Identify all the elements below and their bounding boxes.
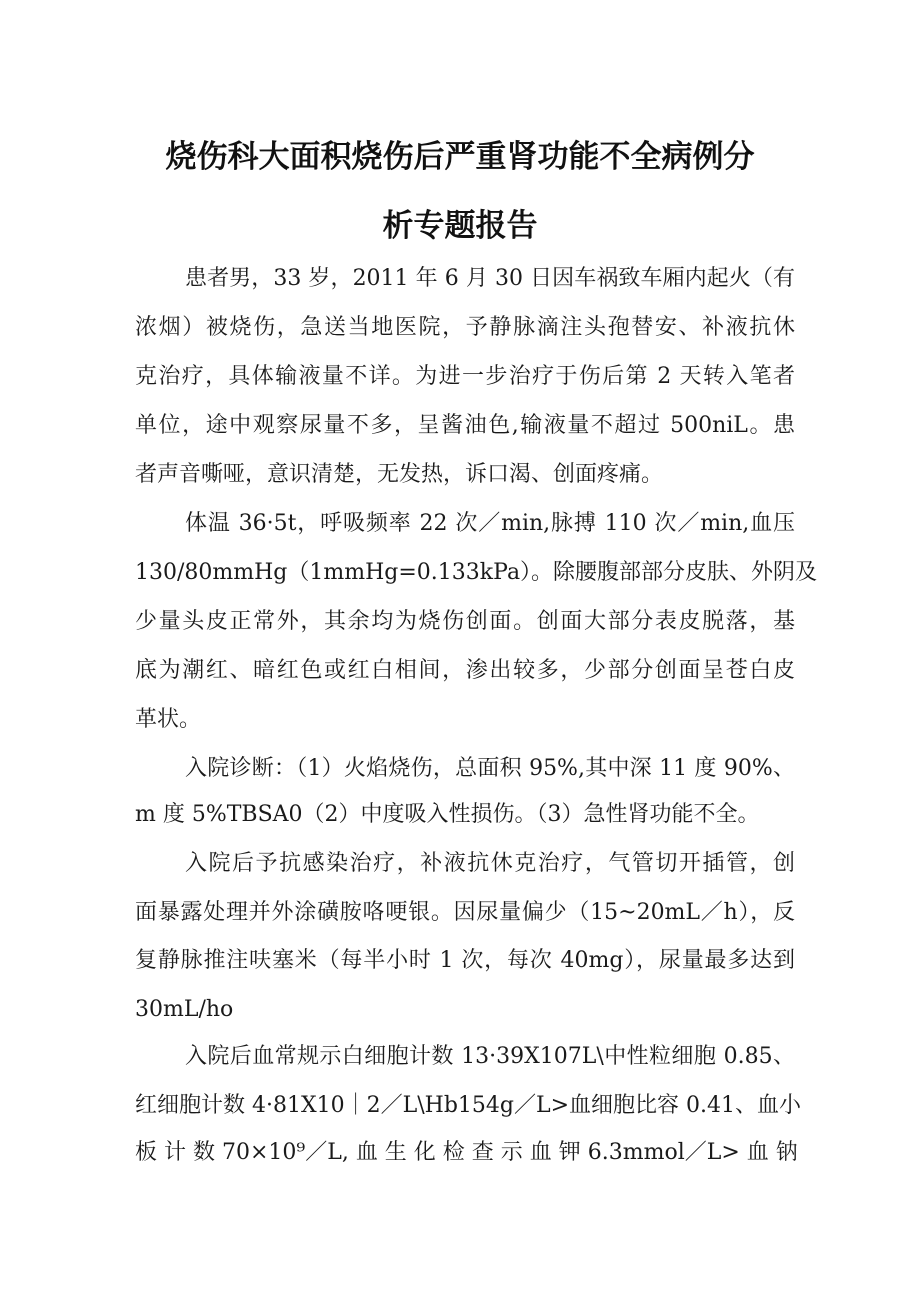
paragraph-line: 入院后血常规示白细胞计数 13·39X107L\中性粒细胞 0.85、 [185,1044,795,1069]
title-line-2: 析专题报告 [382,208,538,244]
paragraph-line: 克治疗，具体输液量不详。为进一步治疗于伤后第 2 天转入笔者 [135,364,795,389]
paragraph-line: 者声音嘶哑，意识清楚，无发热，诉口渴、创面疼痛。 [135,462,664,487]
paragraph-line: 底为潮红、暗红色或红白相间，渗出较多，少部分创面呈苍白皮 [135,658,795,683]
paragraph-line: 入院诊断：（1）火焰烧伤，总面积 95%,其中深 11 度 90%、 [185,756,795,781]
paragraph-line: 复静脉推注呋塞米（每半小时 1 次，每次 40mg），尿量最多达到 [135,948,795,973]
paragraph-line: 革状。 [135,707,202,732]
paragraph-line: 板 计 数 70×10⁹／L, 血 生 化 检 查 示 血 钾 6.3mmol／L> 血 钠 [135,1140,798,1165]
paragraph-line: 单位，途中观察尿量不多，呈酱油色,输液量不超过 500niL。患 [135,413,795,438]
title-line-1: 烧伤科大面积烧伤后严重肾功能不全病例分 [165,139,755,175]
paragraph-line: 患者男，33 岁，2011 年 6 月 30 日因车祸致车厢内起火（有 [185,266,795,291]
paragraph-line: 面暴露处理并外涂磺胺咯哽银。因尿量偏少（15~20mL／h），反 [135,900,795,925]
paragraph-line: 130/80mmHg（1mmHg=0.133kPa）。除腰腹部部分皮肤、外阴及 [135,560,818,585]
paragraph-line: 浓烟）被烧伤，急送当地医院，予静脉滴注头孢替安、补液抗休 [135,315,795,340]
paragraph-line: 入院后予抗感染治疗，补液抗休克治疗，气管切开插管，创 [185,851,795,876]
paragraph-line: 少量头皮正常外，其余均为烧伤创面。创面大部分表皮脱落，基 [135,609,795,634]
paragraph-line: 体温 36·5t，呼吸频率 22 次／min,脉搏 110 次／min,血压 [185,511,795,536]
paragraph-line: 红细胞计数 4·81X10｜2／L\Hb154g／L>血细胞比容 0.41、血小 [135,1093,802,1118]
paragraph-line: 30mL/ho [135,997,234,1022]
paragraph-line: m 度 5%TBSA0（2）中度吸入性损伤。（3）急性肾功能不全。 [135,802,760,827]
